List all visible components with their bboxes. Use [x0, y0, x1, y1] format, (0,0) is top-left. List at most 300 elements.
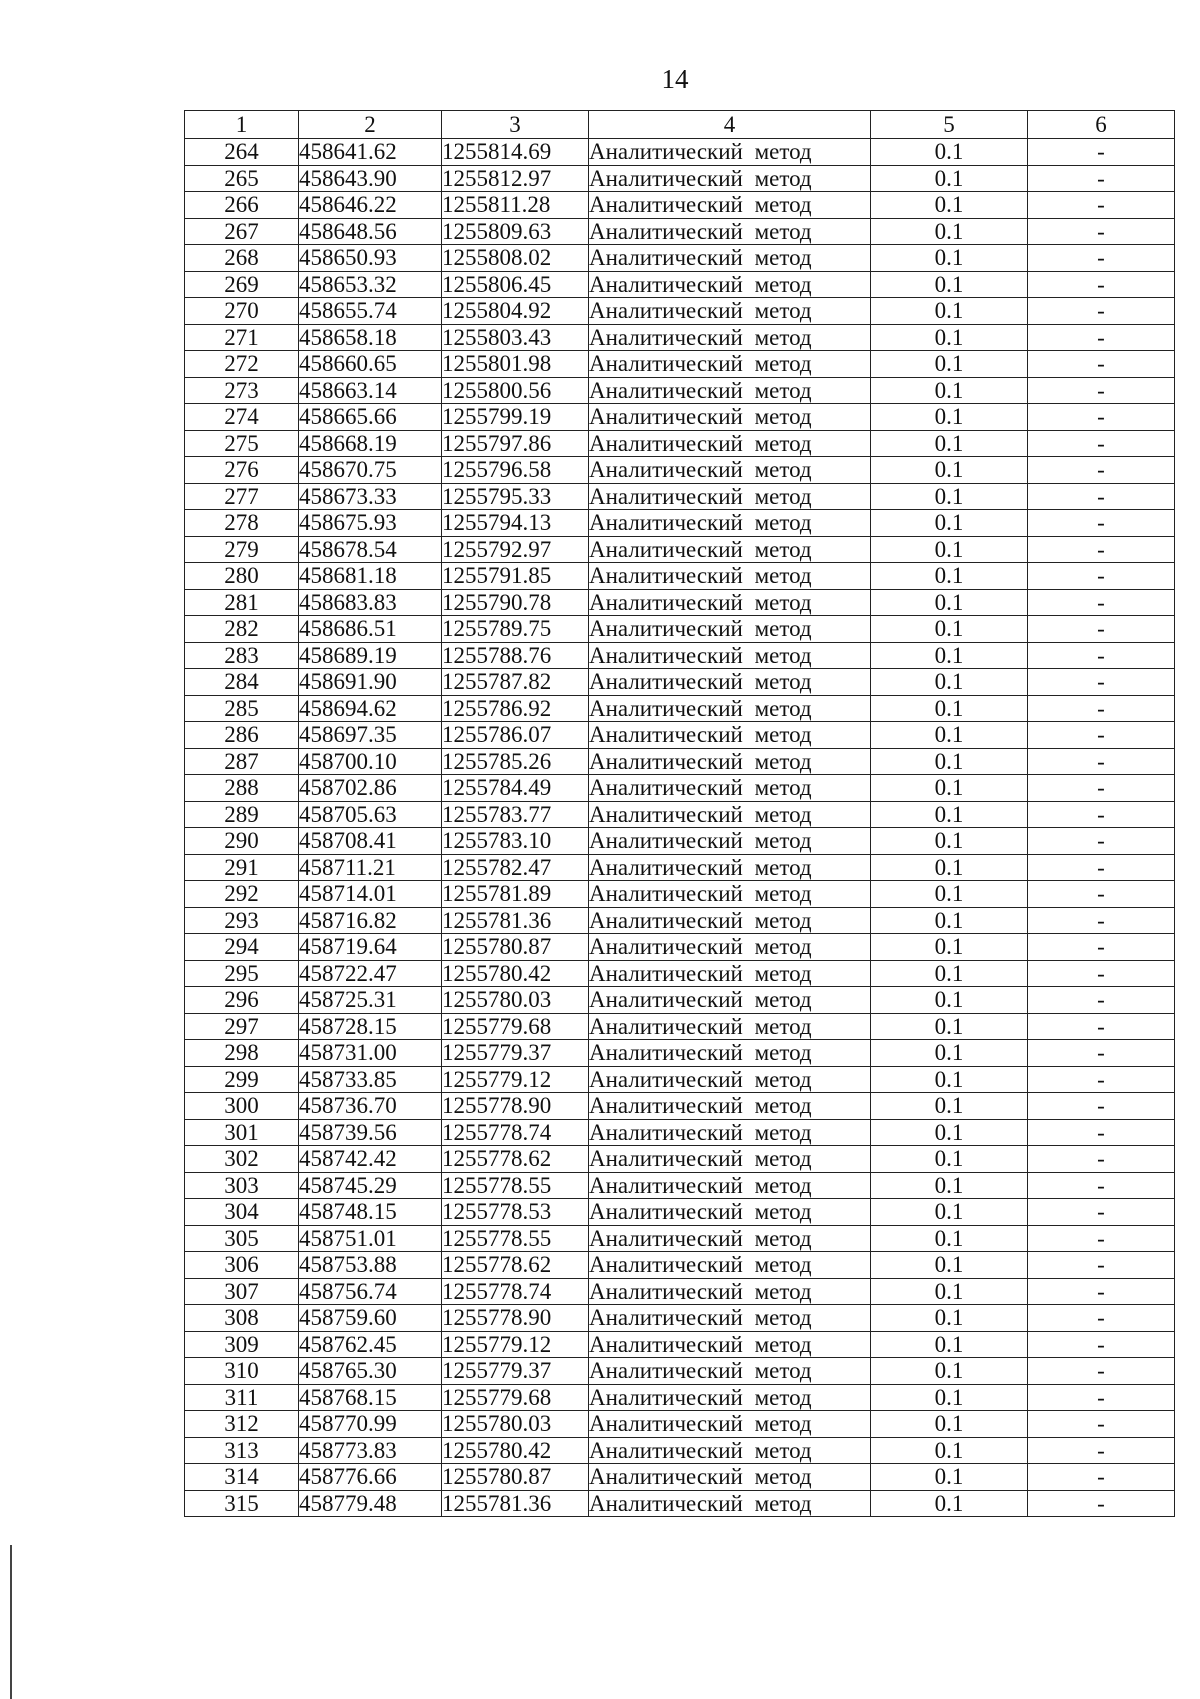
- note-cell: -: [1028, 377, 1175, 404]
- x-coordinate-cell: 458768.15: [299, 1384, 442, 1411]
- x-coordinate-cell: 458773.83: [299, 1437, 442, 1464]
- x-coordinate-cell: 458733.85: [299, 1066, 442, 1093]
- point-number-cell: 287: [185, 748, 299, 775]
- x-coordinate-cell: 458646.22: [299, 192, 442, 219]
- y-coordinate-cell: 1255778.55: [442, 1225, 589, 1252]
- accuracy-cell: 0.1: [871, 907, 1028, 934]
- table-row: [185, 589, 1175, 616]
- y-coordinate-cell: 1255778.90: [442, 1305, 589, 1332]
- note-cell: -: [1028, 669, 1175, 696]
- method-cell: Аналитический метод: [589, 1013, 871, 1040]
- method-cell: Аналитический метод: [589, 1119, 871, 1146]
- table-row: [185, 1331, 1175, 1358]
- x-coordinate-cell: 458643.90: [299, 165, 442, 192]
- y-coordinate-cell: 1255783.10: [442, 828, 589, 855]
- method-cell: Аналитический метод: [589, 987, 871, 1014]
- table-row: [185, 1066, 1175, 1093]
- point-number-cell: 286: [185, 722, 299, 749]
- point-number-cell: 270: [185, 298, 299, 325]
- note-cell: -: [1028, 722, 1175, 749]
- table-row: [185, 1146, 1175, 1173]
- accuracy-cell: 0.1: [871, 1146, 1028, 1173]
- accuracy-cell: 0.1: [871, 510, 1028, 537]
- table-row: [185, 536, 1175, 563]
- x-coordinate-cell: 458668.19: [299, 430, 442, 457]
- page-number: 14: [661, 64, 689, 94]
- table-row: [185, 139, 1175, 166]
- x-coordinate-cell: 458776.66: [299, 1464, 442, 1491]
- note-cell: -: [1028, 881, 1175, 908]
- x-coordinate-cell: 458653.32: [299, 271, 442, 298]
- note-cell: -: [1028, 589, 1175, 616]
- x-coordinate-cell: 458722.47: [299, 960, 442, 987]
- note-cell: -: [1028, 907, 1175, 934]
- column-header-3: 3: [442, 111, 589, 139]
- y-coordinate-cell: 1255806.45: [442, 271, 589, 298]
- accuracy-cell: 0.1: [871, 589, 1028, 616]
- method-cell: Аналитический метод: [589, 271, 871, 298]
- table-row: [185, 457, 1175, 484]
- y-coordinate-cell: 1255779.68: [442, 1013, 589, 1040]
- method-cell: Аналитический метод: [589, 854, 871, 881]
- point-number-cell: 298: [185, 1040, 299, 1067]
- y-coordinate-cell: 1255779.68: [442, 1384, 589, 1411]
- method-cell: Аналитический метод: [589, 801, 871, 828]
- point-number-cell: 303: [185, 1172, 299, 1199]
- table-row: [185, 1305, 1175, 1332]
- accuracy-cell: 0.1: [871, 642, 1028, 669]
- method-cell: Аналитический метод: [589, 1358, 871, 1385]
- y-coordinate-cell: 1255778.74: [442, 1119, 589, 1146]
- table-row: [185, 881, 1175, 908]
- column-header-1: 1: [185, 111, 299, 139]
- point-number-cell: 312: [185, 1411, 299, 1438]
- x-coordinate-cell: 458650.93: [299, 245, 442, 272]
- point-number-cell: 313: [185, 1437, 299, 1464]
- note-cell: -: [1028, 934, 1175, 961]
- accuracy-cell: 0.1: [871, 271, 1028, 298]
- accuracy-cell: 0.1: [871, 695, 1028, 722]
- method-cell: Аналитический метод: [589, 139, 871, 166]
- x-coordinate-cell: 458759.60: [299, 1305, 442, 1332]
- note-cell: -: [1028, 457, 1175, 484]
- coordinates-table: [184, 110, 1175, 1517]
- point-number-cell: 275: [185, 430, 299, 457]
- note-cell: -: [1028, 1305, 1175, 1332]
- method-cell: Аналитический метод: [589, 1384, 871, 1411]
- accuracy-cell: 0.1: [871, 1199, 1028, 1226]
- accuracy-cell: 0.1: [871, 775, 1028, 802]
- note-cell: -: [1028, 616, 1175, 643]
- note-cell: -: [1028, 695, 1175, 722]
- accuracy-cell: 0.1: [871, 1278, 1028, 1305]
- y-coordinate-cell: 1255780.42: [442, 960, 589, 987]
- accuracy-cell: 0.1: [871, 245, 1028, 272]
- note-cell: -: [1028, 1331, 1175, 1358]
- accuracy-cell: 0.1: [871, 165, 1028, 192]
- point-number-cell: 300: [185, 1093, 299, 1120]
- x-coordinate-cell: 458700.10: [299, 748, 442, 775]
- method-cell: Аналитический метод: [589, 748, 871, 775]
- point-number-cell: 307: [185, 1278, 299, 1305]
- method-cell: Аналитический метод: [589, 1252, 871, 1279]
- point-number-cell: 271: [185, 324, 299, 351]
- accuracy-cell: 0.1: [871, 1490, 1028, 1517]
- accuracy-cell: 0.1: [871, 377, 1028, 404]
- note-cell: -: [1028, 1384, 1175, 1411]
- x-coordinate-cell: 458745.29: [299, 1172, 442, 1199]
- method-cell: Аналитический метод: [589, 351, 871, 378]
- note-cell: -: [1028, 1225, 1175, 1252]
- method-cell: Аналитический метод: [589, 165, 871, 192]
- method-cell: Аналитический метод: [589, 457, 871, 484]
- point-number-cell: 292: [185, 881, 299, 908]
- note-cell: -: [1028, 1490, 1175, 1517]
- point-number-cell: 296: [185, 987, 299, 1014]
- accuracy-cell: 0.1: [871, 1331, 1028, 1358]
- accuracy-cell: 0.1: [871, 536, 1028, 563]
- table-row: [185, 1252, 1175, 1279]
- x-coordinate-cell: 458711.21: [299, 854, 442, 881]
- method-cell: Аналитический метод: [589, 881, 871, 908]
- table-row: [185, 510, 1175, 537]
- x-coordinate-cell: 458770.99: [299, 1411, 442, 1438]
- method-cell: Аналитический метод: [589, 1146, 871, 1173]
- x-coordinate-cell: 458673.33: [299, 483, 442, 510]
- accuracy-cell: 0.1: [871, 351, 1028, 378]
- y-coordinate-cell: 1255786.92: [442, 695, 589, 722]
- point-number-cell: 280: [185, 563, 299, 590]
- table-row: [185, 324, 1175, 351]
- x-coordinate-cell: 458641.62: [299, 139, 442, 166]
- point-number-cell: 293: [185, 907, 299, 934]
- table-row: [185, 828, 1175, 855]
- y-coordinate-cell: 1255778.62: [442, 1146, 589, 1173]
- point-number-cell: 314: [185, 1464, 299, 1491]
- y-coordinate-cell: 1255788.76: [442, 642, 589, 669]
- point-number-cell: 301: [185, 1119, 299, 1146]
- table-row: [185, 483, 1175, 510]
- table-row: [185, 748, 1175, 775]
- table-row: [185, 854, 1175, 881]
- method-cell: Аналитический метод: [589, 1225, 871, 1252]
- x-coordinate-cell: 458728.15: [299, 1013, 442, 1040]
- table-row: [185, 1464, 1175, 1491]
- point-number-cell: 305: [185, 1225, 299, 1252]
- x-coordinate-cell: 458719.64: [299, 934, 442, 961]
- y-coordinate-cell: 1255808.02: [442, 245, 589, 272]
- note-cell: -: [1028, 1119, 1175, 1146]
- y-coordinate-cell: 1255804.92: [442, 298, 589, 325]
- table-row: [185, 245, 1175, 272]
- x-coordinate-cell: 458670.75: [299, 457, 442, 484]
- y-coordinate-cell: 1255796.58: [442, 457, 589, 484]
- note-cell: -: [1028, 775, 1175, 802]
- x-coordinate-cell: 458665.66: [299, 404, 442, 431]
- point-number-cell: 265: [185, 165, 299, 192]
- note-cell: -: [1028, 1146, 1175, 1173]
- y-coordinate-cell: 1255781.36: [442, 1490, 589, 1517]
- x-coordinate-cell: 458697.35: [299, 722, 442, 749]
- accuracy-cell: 0.1: [871, 934, 1028, 961]
- method-cell: Аналитический метод: [589, 430, 871, 457]
- note-cell: -: [1028, 430, 1175, 457]
- accuracy-cell: 0.1: [871, 960, 1028, 987]
- method-cell: Аналитический метод: [589, 616, 871, 643]
- table-row: [185, 1384, 1175, 1411]
- x-coordinate-cell: 458681.18: [299, 563, 442, 590]
- accuracy-cell: 0.1: [871, 1172, 1028, 1199]
- point-number-cell: 272: [185, 351, 299, 378]
- note-cell: -: [1028, 563, 1175, 590]
- note-cell: -: [1028, 1278, 1175, 1305]
- method-cell: Аналитический метод: [589, 245, 871, 272]
- method-cell: Аналитический метод: [589, 1040, 871, 1067]
- note-cell: -: [1028, 987, 1175, 1014]
- y-coordinate-cell: 1255779.37: [442, 1358, 589, 1385]
- point-number-cell: 309: [185, 1331, 299, 1358]
- accuracy-cell: 0.1: [871, 1411, 1028, 1438]
- method-cell: Аналитический метод: [589, 934, 871, 961]
- table-row: [185, 695, 1175, 722]
- x-coordinate-cell: 458779.48: [299, 1490, 442, 1517]
- x-coordinate-cell: 458716.82: [299, 907, 442, 934]
- table-row: [185, 1119, 1175, 1146]
- method-cell: Аналитический метод: [589, 483, 871, 510]
- x-coordinate-cell: 458756.74: [299, 1278, 442, 1305]
- method-cell: Аналитический метод: [589, 828, 871, 855]
- y-coordinate-cell: 1255791.85: [442, 563, 589, 590]
- table-row: [185, 801, 1175, 828]
- table-row: [185, 907, 1175, 934]
- table-row: [185, 1278, 1175, 1305]
- method-cell: Аналитический метод: [589, 589, 871, 616]
- point-number-cell: 267: [185, 218, 299, 245]
- note-cell: -: [1028, 536, 1175, 563]
- x-coordinate-cell: 458663.14: [299, 377, 442, 404]
- point-number-cell: 278: [185, 510, 299, 537]
- y-coordinate-cell: 1255779.12: [442, 1066, 589, 1093]
- accuracy-cell: 0.1: [871, 192, 1028, 219]
- method-cell: Аналитический метод: [589, 1437, 871, 1464]
- x-coordinate-cell: 458691.90: [299, 669, 442, 696]
- y-coordinate-cell: 1255780.03: [442, 1411, 589, 1438]
- x-coordinate-cell: 458736.70: [299, 1093, 442, 1120]
- accuracy-cell: 0.1: [871, 1040, 1028, 1067]
- y-coordinate-cell: 1255779.12: [442, 1331, 589, 1358]
- method-cell: Аналитический метод: [589, 377, 871, 404]
- point-number-cell: 277: [185, 483, 299, 510]
- table-row: [185, 960, 1175, 987]
- method-cell: Аналитический метод: [589, 1411, 871, 1438]
- note-cell: -: [1028, 828, 1175, 855]
- method-cell: Аналитический метод: [589, 1066, 871, 1093]
- x-coordinate-cell: 458683.83: [299, 589, 442, 616]
- y-coordinate-cell: 1255781.36: [442, 907, 589, 934]
- y-coordinate-cell: 1255809.63: [442, 218, 589, 245]
- method-cell: Аналитический метод: [589, 298, 871, 325]
- accuracy-cell: 0.1: [871, 483, 1028, 510]
- table-row: [185, 987, 1175, 1014]
- note-cell: -: [1028, 1464, 1175, 1491]
- x-coordinate-cell: 458762.45: [299, 1331, 442, 1358]
- table-row: [185, 642, 1175, 669]
- note-cell: -: [1028, 298, 1175, 325]
- column-header-6: 6: [1028, 111, 1175, 139]
- x-coordinate-cell: 458725.31: [299, 987, 442, 1014]
- method-cell: Аналитический метод: [589, 1464, 871, 1491]
- accuracy-cell: 0.1: [871, 1066, 1028, 1093]
- note-cell: -: [1028, 1252, 1175, 1279]
- x-coordinate-cell: 458658.18: [299, 324, 442, 351]
- y-coordinate-cell: 1255780.87: [442, 1464, 589, 1491]
- accuracy-cell: 0.1: [871, 1225, 1028, 1252]
- y-coordinate-cell: 1255800.56: [442, 377, 589, 404]
- y-coordinate-cell: 1255803.43: [442, 324, 589, 351]
- point-number-cell: 311: [185, 1384, 299, 1411]
- y-coordinate-cell: 1255814.69: [442, 139, 589, 166]
- method-cell: Аналитический метод: [589, 192, 871, 219]
- note-cell: -: [1028, 1040, 1175, 1067]
- point-number-cell: 274: [185, 404, 299, 431]
- note-cell: -: [1028, 1093, 1175, 1120]
- accuracy-cell: 0.1: [871, 1119, 1028, 1146]
- table-row: [185, 775, 1175, 802]
- y-coordinate-cell: 1255786.07: [442, 722, 589, 749]
- y-coordinate-cell: 1255811.28: [442, 192, 589, 219]
- note-cell: -: [1028, 1199, 1175, 1226]
- y-coordinate-cell: 1255787.82: [442, 669, 589, 696]
- point-number-cell: 289: [185, 801, 299, 828]
- point-number-cell: 294: [185, 934, 299, 961]
- method-cell: Аналитический метод: [589, 404, 871, 431]
- method-cell: Аналитический метод: [589, 669, 871, 696]
- y-coordinate-cell: 1255785.26: [442, 748, 589, 775]
- method-cell: Аналитический метод: [589, 907, 871, 934]
- column-header-2: 2: [299, 111, 442, 139]
- note-cell: -: [1028, 1013, 1175, 1040]
- point-number-cell: 279: [185, 536, 299, 563]
- point-number-cell: 285: [185, 695, 299, 722]
- table-row: [185, 271, 1175, 298]
- accuracy-cell: 0.1: [871, 616, 1028, 643]
- point-number-cell: 284: [185, 669, 299, 696]
- method-cell: Аналитический метод: [589, 218, 871, 245]
- accuracy-cell: 0.1: [871, 1093, 1028, 1120]
- point-number-cell: 304: [185, 1199, 299, 1226]
- note-cell: -: [1028, 1358, 1175, 1385]
- point-number-cell: 302: [185, 1146, 299, 1173]
- note-cell: -: [1028, 510, 1175, 537]
- x-coordinate-cell: 458694.62: [299, 695, 442, 722]
- method-cell: Аналитический метод: [589, 1093, 871, 1120]
- x-coordinate-cell: 458686.51: [299, 616, 442, 643]
- table-row: [185, 377, 1175, 404]
- table-row: [185, 1040, 1175, 1067]
- note-cell: -: [1028, 1437, 1175, 1464]
- y-coordinate-cell: 1255778.53: [442, 1199, 589, 1226]
- y-coordinate-cell: 1255780.03: [442, 987, 589, 1014]
- x-coordinate-cell: 458742.42: [299, 1146, 442, 1173]
- x-coordinate-cell: 458660.65: [299, 351, 442, 378]
- table-row: [185, 1437, 1175, 1464]
- method-cell: Аналитический метод: [589, 642, 871, 669]
- table-row: [185, 1358, 1175, 1385]
- point-number-cell: 308: [185, 1305, 299, 1332]
- scan-edge-line: [10, 1545, 12, 1699]
- x-coordinate-cell: 458739.56: [299, 1119, 442, 1146]
- table-row: [185, 1225, 1175, 1252]
- accuracy-cell: 0.1: [871, 457, 1028, 484]
- x-coordinate-cell: 458702.86: [299, 775, 442, 802]
- table-row: [185, 1172, 1175, 1199]
- accuracy-cell: 0.1: [871, 1013, 1028, 1040]
- accuracy-cell: 0.1: [871, 828, 1028, 855]
- note-cell: -: [1028, 324, 1175, 351]
- point-number-cell: 295: [185, 960, 299, 987]
- y-coordinate-cell: 1255812.97: [442, 165, 589, 192]
- point-number-cell: 282: [185, 616, 299, 643]
- note-cell: -: [1028, 404, 1175, 431]
- y-coordinate-cell: 1255780.87: [442, 934, 589, 961]
- method-cell: Аналитический метод: [589, 536, 871, 563]
- method-cell: Аналитический метод: [589, 324, 871, 351]
- x-coordinate-cell: 458648.56: [299, 218, 442, 245]
- x-coordinate-cell: 458714.01: [299, 881, 442, 908]
- method-cell: Аналитический метод: [589, 1278, 871, 1305]
- y-coordinate-cell: 1255778.62: [442, 1252, 589, 1279]
- accuracy-cell: 0.1: [871, 669, 1028, 696]
- point-number-cell: 269: [185, 271, 299, 298]
- y-coordinate-cell: 1255789.75: [442, 616, 589, 643]
- accuracy-cell: 0.1: [871, 1358, 1028, 1385]
- note-cell: -: [1028, 1411, 1175, 1438]
- method-cell: Аналитический метод: [589, 1490, 871, 1517]
- point-number-cell: 268: [185, 245, 299, 272]
- y-coordinate-cell: 1255801.98: [442, 351, 589, 378]
- note-cell: -: [1028, 483, 1175, 510]
- table-row: [185, 430, 1175, 457]
- y-coordinate-cell: 1255797.86: [442, 430, 589, 457]
- note-cell: -: [1028, 192, 1175, 219]
- x-coordinate-cell: 458678.54: [299, 536, 442, 563]
- point-number-cell: 281: [185, 589, 299, 616]
- note-cell: -: [1028, 1172, 1175, 1199]
- accuracy-cell: 0.1: [871, 1252, 1028, 1279]
- note-cell: -: [1028, 642, 1175, 669]
- point-number-cell: 315: [185, 1490, 299, 1517]
- accuracy-cell: 0.1: [871, 404, 1028, 431]
- y-coordinate-cell: 1255778.74: [442, 1278, 589, 1305]
- point-number-cell: 310: [185, 1358, 299, 1385]
- accuracy-cell: 0.1: [871, 881, 1028, 908]
- x-coordinate-cell: 458765.30: [299, 1358, 442, 1385]
- accuracy-cell: 0.1: [871, 430, 1028, 457]
- y-coordinate-cell: 1255794.13: [442, 510, 589, 537]
- method-cell: Аналитический метод: [589, 1331, 871, 1358]
- y-coordinate-cell: 1255795.33: [442, 483, 589, 510]
- note-cell: -: [1028, 1066, 1175, 1093]
- y-coordinate-cell: 1255781.89: [442, 881, 589, 908]
- point-number-cell: 283: [185, 642, 299, 669]
- accuracy-cell: 0.1: [871, 987, 1028, 1014]
- table-row: [185, 1490, 1175, 1517]
- accuracy-cell: 0.1: [871, 1384, 1028, 1411]
- table-row: [185, 563, 1175, 590]
- table-row: [185, 722, 1175, 749]
- method-cell: Аналитический метод: [589, 722, 871, 749]
- note-cell: -: [1028, 165, 1175, 192]
